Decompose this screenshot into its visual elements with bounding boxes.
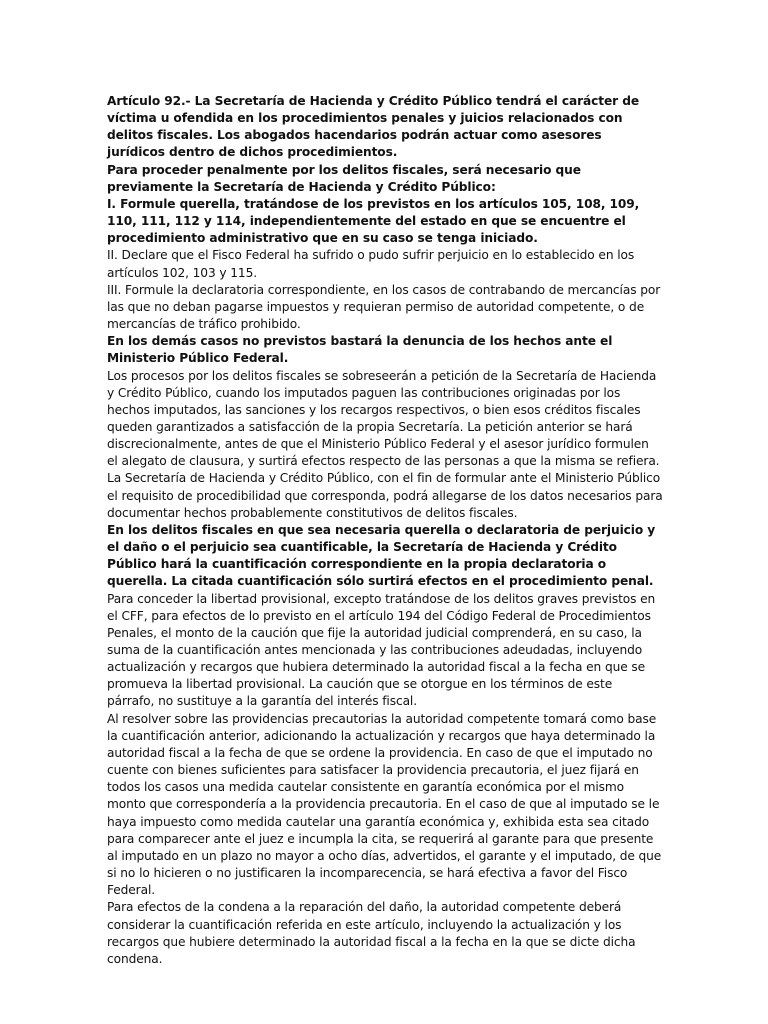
paragraph-text: Al resolver sobre las providencias precautorias la autoridad competente tomará como base la cuantificación anterior, adicionando la actualización y recargos que haya determinado la autoridad fiscal a la fecha de que se ordene la providencia. En caso de que el imputado no cuente con bienes suficientes para satisfacer la providencia precautoria, el juez fijará en todos los casos una medida cautelar consistente en garantía económica por el mismo monto que correspondería a la providencia precautoria. En el caso de que al imputado se le haya impuesto como medida cautelar una garantía económica y, exhibida esta sea citado para comparecer ante el juez e incumpla la cita, se requerirá al garante para que presente al imputado en un plazo no mayor a ocho días, advertidos, el garante y el imputado, de que si no lo hicieren o no justificaren la incomparecencia, se hará efectiva a favor del Fisco Federal. (107, 711, 662, 898)
paragraph-text: II. Declare que el Fisco Federal ha sufrido o pudo sufrir perjuicio en lo establecido en los artículos 102, 103 y 115. (107, 248, 635, 280)
paragraph-requisites-intro (107, 162, 663, 196)
paragraph-text: Los procesos por los delitos fiscales se sobreseerán a petición de la Secretaría de Hacienda y Crédito Público, cuando los imputados paguen las contribuciones originadas por los hechos imputados, las sanciones y los recargos respectivos, o bien esos créditos fiscales queden garantizados a satisfacción de la propia Secretaría. La petición anterior se hará discrecionalmente, antes de que el Ministerio Público Federal y el asesor jurídico formulen el alegato de clausura, y surtirá efectos respecto de las personas a que la misma se refiera. (107, 368, 660, 469)
paragraph-text: Para conceder la libertad provisional, excepto tratándose de los delitos graves previstos en el CFF, para efectos de lo previsto en el artículo 194 del Código Federal de Procedimientos Penales, el monto de la caución que fije la autoridad judicial comprenderá, en su caso, la suma de la cuantificación antes mencionada y las contribuciones adeudadas, incluyendo actualización y recargos que hubiera determinado la autoridad fiscal a la fecha en que se promueva la libertad provisional. La caución que se otorgue en los términos de este párrafo, no sustituye a la garantía del interés fiscal. (107, 591, 656, 709)
paragraph-text: III. Formule la declaratoria correspondiente, en los casos de contrabando de mercancías por las que no deban pagarse impuestos y requieran permiso de autoridad competente, o de mercancías de tráfico prohibido. (107, 282, 661, 332)
paragraph-reparation (107, 899, 663, 968)
paragraph-item-i (107, 196, 663, 247)
paragraph-procedibility (107, 470, 663, 521)
paragraph-bold-text: Para proceder penalmente por los delitos fiscales, será necesario que previamente la Secretaría de Hacienda y Crédito Público: (107, 162, 581, 194)
paragraph-bold-text: I. Formule querella, tratándose de los previstos en los artículos 105, 108, 109, 110, 111, 112 y 114, independientemente del estado en que se encuentre el procedimiento administrativo que en su caso se tenga iniciado. (107, 196, 640, 246)
paragraph-precautionary (107, 711, 663, 900)
paragraph-bold-text: En los demás casos no previstos bastará la denuncia de los hechos ante el Ministerio Público Federal. (107, 334, 613, 366)
paragraph-article-92 (107, 93, 663, 162)
paragraph-bold-text: Artículo 92.- La Secretaría de Hacienda y Crédito Público tendrá el carácter de víctima u ofendida en los procedimientos penales y juicios relacionados con delitos fiscales. Los abogados hacendarios podrán actuar como asesores jurídicos dentro de dichos procedimientos. (107, 94, 639, 160)
document-page (107, 93, 663, 968)
paragraph-other-cases (107, 333, 663, 367)
paragraph-text: La Secretaría de Hacienda y Crédito Público, con el fin de formular ante el Ministerio Público el requisito de procedibilidad que corresponda, podrá allegarse de los datos necesarios para documentar hechos probablemente constitutivos de delitos fiscales. (107, 471, 663, 520)
paragraph-quantification (107, 522, 663, 711)
paragraph-bold-text: En los delitos fiscales en que sea necesaria querella o declaratoria de perjuicio y el daño o el perjuicio sea cuantificable, la Secretaría de Hacienda y Crédito Público hará la cuantificación correspondiente en la propia declaratoria o querella. La citada cuantificación sólo surtirá efectos en el procedimiento penal. (107, 522, 656, 589)
paragraph-item-ii (107, 247, 663, 281)
paragraph-text: Para efectos de la condena a la reparación del daño, la autoridad competente deberá considerar la cuantificación referida en este artículo, incluyendo la actualización y los recargos que hubiere determinado la autoridad fiscal a la fecha en la que se dicte dicha condena. (107, 900, 636, 966)
paragraph-item-iii (107, 282, 663, 333)
paragraph-dismissal (107, 368, 663, 471)
